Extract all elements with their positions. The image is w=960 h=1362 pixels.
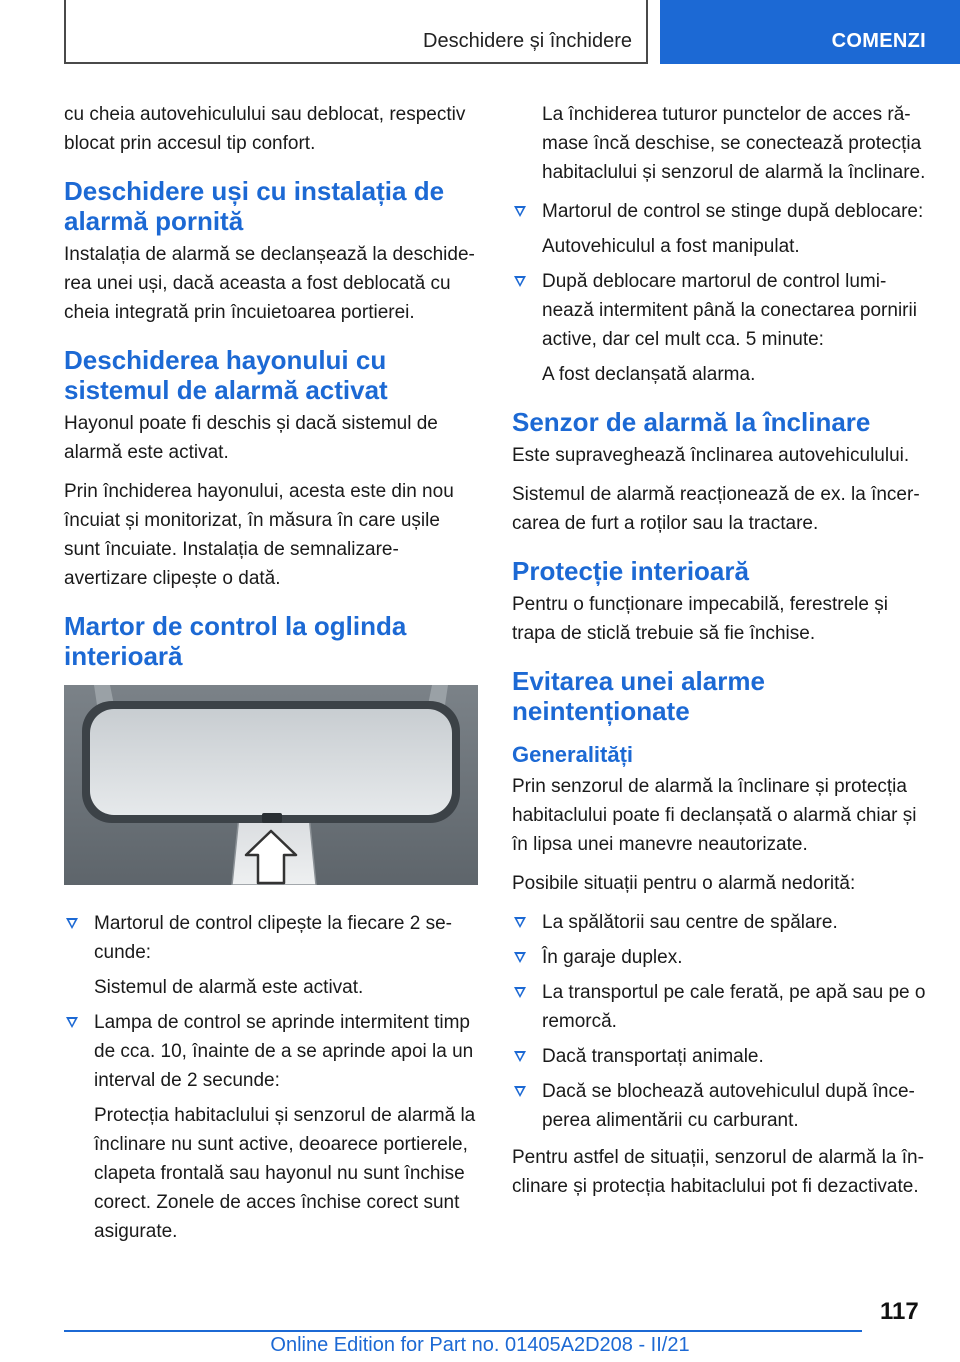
paragraph-tilt-1: Este supraveghează înclinarea autovehiculului. bbox=[512, 445, 910, 466]
list-item bbox=[512, 197, 928, 261]
situations-list bbox=[512, 908, 928, 1135]
heading-mirror-indicator: Martor de control la oglinda interioară bbox=[64, 611, 407, 671]
list-item bbox=[512, 978, 928, 1036]
list-item-text: Dacă transportați animale. bbox=[542, 1046, 764, 1067]
triangle-bullet-icon bbox=[514, 987, 526, 998]
header-chapter-tab bbox=[660, 0, 960, 64]
paragraph-tailgate-1: Hayonul poate fi deschis și dacă sistemul de alarmă este activat. bbox=[64, 413, 438, 463]
heading-tailgate-alarm: Deschiderea hayonului cu sistemul de alarmă activat bbox=[64, 345, 388, 405]
heading-door-alarm: Deschidere uși cu instalația de alarmă pornită bbox=[64, 176, 445, 236]
rearview-mirror-illustration bbox=[64, 685, 478, 885]
list-item bbox=[64, 1008, 478, 1246]
continued-paragraph: La închiderea tuturor punctelor de acces rămase încă deschise, se conectează protecția habitaclului și senzorul de alarmă la înclinare. bbox=[542, 104, 926, 183]
subheading-general: Generalități bbox=[512, 742, 634, 767]
list-item bbox=[512, 1077, 928, 1135]
triangle-bullet-icon bbox=[66, 918, 78, 929]
header-chapter-label: COMENZI bbox=[831, 30, 926, 52]
paragraph-situations-intro: Posibile situații pentru o alarmă nedorită: bbox=[512, 873, 856, 894]
paragraph-tailgate-2: Prin închiderea hayonului, acesta este din nou încuiat și monitorizat, în măsura în care ușile sunt încuiate. Instalația de semnalizare-avertizare clipește o dată. bbox=[64, 481, 454, 589]
list-item-text: La transportul pe cale ferată, pe apă sau pe o remorcă. bbox=[542, 982, 926, 1032]
indicator-list-continued bbox=[512, 197, 928, 389]
list-item-text: Dacă se blochează autovehiculul după începerea alimentării cu carburant. bbox=[542, 1081, 915, 1131]
list-item-text: În garaje duplex. bbox=[542, 947, 683, 968]
list-item-result: Protecția habitaclului și senzorul de alarmă la înclinare nu sunt active, deoarece portierele, clapeta frontală sau hayonul nu sunt închise corect. Zonele de acces închise corect sunt asigurate. bbox=[94, 1105, 476, 1242]
triangle-bullet-icon bbox=[66, 1017, 78, 1028]
footer-edition: Online Edition for Part no. 01405A2D208 - II/21 bbox=[270, 1334, 690, 1356]
left-column bbox=[64, 100, 478, 1254]
footer-divider bbox=[64, 1330, 862, 1332]
heading-interior-protection: Protecție interioară bbox=[512, 556, 749, 586]
paragraph-deactivate: Pentru astfel de situații, senzorul de alarmă la înclinare și protecția habitaclului pot fi dezactivate. bbox=[512, 1147, 924, 1197]
header-section-title: Deschidere și închidere bbox=[423, 30, 632, 52]
triangle-bullet-icon bbox=[514, 1051, 526, 1062]
triangle-bullet-icon bbox=[514, 206, 526, 217]
indicator-list bbox=[64, 909, 478, 1246]
right-column bbox=[512, 100, 928, 1211]
list-item-text: Lampa de control se aprinde intermitent timp de cca. 10, înainte de a se aprinde apoi la un interval de 2 secunde: bbox=[94, 1012, 474, 1091]
paragraph-door-alarm: Instalația de alarmă se declanșează la deschiderea unei uși, dacă aceasta a fost deblocată cu cheia integrată prin încuietoarea portierei. bbox=[64, 244, 475, 323]
list-item bbox=[512, 1042, 928, 1071]
triangle-bullet-icon bbox=[514, 1086, 526, 1097]
indicator-light bbox=[262, 813, 282, 823]
triangle-bullet-icon bbox=[514, 952, 526, 963]
mirror-glass bbox=[90, 709, 452, 815]
paragraph-interior-protection: Pentru o funcționare impecabilă, ferestrele și trapa de sticlă trebuie să fie închise. bbox=[512, 594, 888, 644]
list-item-text: După deblocare martorul de control luminează intermitent până la conectarea pornirii active, dar cel mult cca. 5 minute: bbox=[542, 271, 917, 350]
paragraph-tilt-2: Sistemul de alarmă reacționează de ex. la încercarea de furt a roților sau la tractare. bbox=[512, 484, 920, 534]
triangle-bullet-icon bbox=[514, 917, 526, 928]
list-item bbox=[512, 943, 928, 972]
list-item bbox=[512, 908, 928, 937]
heading-tilt-sensor: Senzor de alarmă la înclinare bbox=[512, 407, 871, 437]
page-number: 117 bbox=[880, 1298, 919, 1325]
header-section-box bbox=[64, 0, 648, 64]
intro-paragraph: cu cheia autovehiculului sau deblocat, respectiv blocat prin accesul tip confort. bbox=[64, 104, 466, 154]
list-item bbox=[512, 267, 928, 389]
list-item-result: A fost declanșată alarma. bbox=[542, 364, 756, 385]
list-item-result: Sistemul de alarmă este activat. bbox=[94, 977, 364, 998]
list-item-result: Autovehiculul a fost manipulat. bbox=[542, 236, 800, 257]
list-item bbox=[64, 909, 478, 1002]
list-item-text: Martorul de control clipește la fiecare 2 secunde: bbox=[94, 913, 452, 963]
list-item-text: La spălătorii sau centre de spălare. bbox=[542, 912, 838, 933]
triangle-bullet-icon bbox=[514, 276, 526, 287]
heading-avoid-alarm: Evitarea unei alarme neintenționate bbox=[512, 666, 765, 726]
list-item-text: Martorul de control se stinge după deblocare: bbox=[542, 201, 924, 222]
paragraph-general: Prin senzorul de alarmă la înclinare și protecția habitaclului poate fi declanșată o alarmă chiar și în lipsa unei manevre neautorizate. bbox=[512, 776, 917, 855]
